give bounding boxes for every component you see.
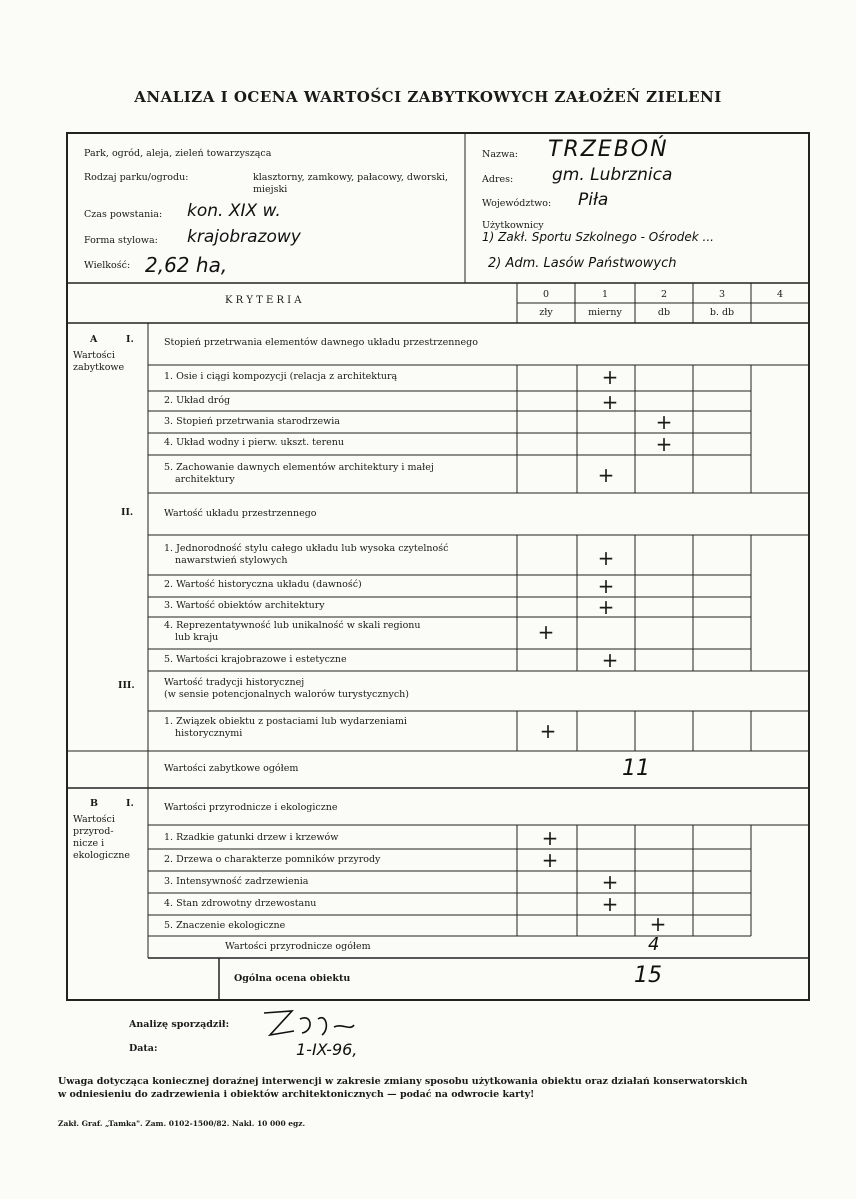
section-a-label-2: zabytkowe (73, 362, 125, 373)
row-a1-5: 5. Zachowanie dawnych elementów architektury i małej (164, 462, 434, 473)
col-2-name: db (657, 307, 671, 318)
total-b-label: Wartości przyrodnicze ogółem (225, 941, 371, 952)
row-b1-3: 3. Intensywność zadrzewienia (164, 876, 309, 887)
col-1-num: 1 (601, 289, 609, 300)
overall-label: Ogólna ocena obiektu (234, 973, 351, 984)
woj-value: Piła (578, 190, 609, 210)
signature (256, 1005, 366, 1045)
czas-label: Czas powstania: (84, 209, 163, 220)
row-a3-1: 1. Związek obiektu z postaciami lub wydarzeniami (164, 716, 407, 727)
section-a-letter: A (90, 334, 98, 345)
section-a-roman-2: II. (121, 507, 134, 518)
row-b1-5-mark: + (649, 912, 667, 936)
row-b1-1: 1. Rzadkie gatunki drzew i krzewów (164, 832, 339, 843)
row-a2-5: 5. Wartości krajobrazowe i estetyczne (164, 654, 347, 665)
nazwa-value: TRZEBOŃ (548, 137, 669, 162)
uzytkownicy-value-1: 1) Zakł. Sportu Szkolnego - Ośrodek ... (482, 230, 714, 244)
row-a1-2: 2. Układ dróg (164, 395, 231, 406)
czas-value: kon. XIX w. (187, 201, 281, 221)
type-label: Park, ogród, aleja, zieleń towarzysząca (84, 148, 272, 159)
row-a2-4-mark: + (537, 620, 555, 644)
row-a2-5-mark: + (601, 648, 619, 672)
section-b-label-4: ekologiczne (73, 850, 131, 861)
row-b1-3-mark: + (601, 870, 619, 894)
row-a1-5-line2: architektury (175, 474, 235, 485)
row-a1-2-mark: + (601, 390, 619, 414)
adres-label: Adres: (482, 174, 514, 185)
section-b-letter: B (90, 798, 99, 809)
row-a2-2-mark: + (597, 574, 615, 598)
row-b1-4: 4. Stan zdrowotny drzewostanu (164, 898, 317, 909)
total-a-value: 11 (622, 756, 650, 781)
row-a1-3-mark: + (655, 410, 673, 434)
col-2-num: 2 (660, 289, 668, 300)
rodzaj-label: Rodzaj parku/ogrodu: (84, 172, 189, 183)
row-a2-4-line2: lub kraju (175, 632, 219, 643)
section-a-label-1: Wartości (73, 350, 115, 361)
forma-label: Forma stylowa: (84, 235, 158, 246)
row-a2-1: 1. Jednorodność stylu całego układu lub wysoka czytelność (164, 543, 449, 554)
row-a3-1-line2: historycznymi (175, 728, 243, 739)
group-b-1-title: Wartości przyrodnicze i ekologiczne (164, 802, 338, 813)
date-label: Data: (129, 1043, 158, 1054)
wielkosc-label: Wielkość: (84, 260, 131, 271)
row-b1-2-mark: + (541, 848, 559, 872)
uzytkownicy-value-2: 2) Adm. Lasów Państwowych (488, 256, 677, 271)
section-b-label-1: Wartości (73, 814, 115, 825)
row-a3-1-mark: + (539, 719, 557, 743)
section-b-label-2: przyrod- (73, 826, 114, 837)
row-a2-4: 4. Reprezentatywność lub unikalność w skali regionu (164, 620, 421, 631)
total-b-value: 4 (648, 934, 660, 955)
row-a2-3: 3. Wartość obiektów architektury (164, 600, 325, 611)
row-a2-3-mark: + (597, 595, 615, 619)
rodzaj-options-2: miejski (253, 184, 288, 195)
print-info: Zakł. Graf. „Tamka". Zam. 0102-1500/82. Nakl. 10 000 egz. (58, 1119, 306, 1128)
woj-label: Województwo: (482, 198, 552, 209)
row-b1-4-mark: + (601, 892, 619, 916)
col-4-num: 4 (776, 289, 784, 300)
note-line-1: Uwaga dotycząca koniecznej doraźnej interwencji w zakresie zmiany sposobu użytkowania obiektu oraz działań konserwatorskich (58, 1076, 748, 1087)
adres-value: gm. Lubrznica (552, 165, 673, 185)
section-a-roman-3: III. (118, 680, 135, 691)
row-a1-3: 3. Stopień przetrwania starodrzewia (164, 416, 340, 427)
section-b-label-3: nicze i (73, 838, 105, 849)
row-a1-5-mark: + (597, 463, 615, 487)
col-0-name: zły (539, 307, 553, 318)
date-value: 1-IX-96, (296, 1040, 358, 1059)
page-title: ANALIZA I OCENA WARTOŚCI ZABYTKOWYCH ZAŁOŻEŃ ZIELENI (134, 88, 722, 106)
row-a1-1: 1. Osie i ciągi kompozycji (relacja z architekturą (164, 371, 398, 382)
col-3-num: 3 (718, 289, 726, 300)
row-a1-4-mark: + (655, 432, 673, 456)
section-b-roman: I. (126, 798, 134, 809)
section-a-roman: I. (126, 334, 134, 345)
note-line-2: w odniesieniu do zadrzewienia i obiektów architektonicznych — podać na odwrocie karty! (58, 1089, 535, 1100)
group-a-3-subtitle: (w sensie potencjonalnych walorów turystycznych) (164, 689, 409, 700)
group-a-2-title: Wartość układu przestrzennego (164, 508, 317, 519)
wielkosc-value: 2,62 ha, (145, 253, 228, 277)
group-a-1-title: Stopień przetrwania elementów dawnego układu przestrzennego (164, 337, 478, 348)
row-b1-5: 5. Znaczenie ekologiczne (164, 920, 286, 931)
group-a-3-title: Wartość tradycji historycznej (164, 677, 305, 688)
col-0-num: 0 (542, 289, 550, 300)
row-a2-2: 2. Wartość historyczna układu (dawność) (164, 579, 362, 590)
row-a1-1-mark: + (601, 365, 619, 389)
row-a1-4: 4. Układ wodny i pierw. ukszt. terenu (164, 437, 344, 448)
row-b1-1-mark: + (541, 826, 559, 850)
kryteria-label: K R Y T E R I A (225, 295, 302, 306)
row-a2-1-mark: + (597, 546, 615, 570)
row-a2-1-line2: nawarstwień stylowych (175, 555, 288, 566)
row-b1-2: 2. Drzewa o charakterze pomników przyrody (164, 854, 381, 865)
nazwa-label: Nazwa: (482, 149, 518, 160)
uzytkownicy-label: Użytkownicy (482, 220, 544, 231)
rodzaj-options: klasztorny, zamkowy, pałacowy, dworski, (253, 172, 449, 183)
total-a-label: Wartości zabytkowe ogółem (164, 763, 299, 774)
col-3-name: b. db (709, 307, 735, 318)
forma-value: krajobrazowy (187, 227, 301, 247)
overall-value: 15 (634, 963, 662, 988)
col-1-name: mierny (588, 307, 622, 318)
analysis-label: Analizę sporządził: (129, 1019, 230, 1030)
